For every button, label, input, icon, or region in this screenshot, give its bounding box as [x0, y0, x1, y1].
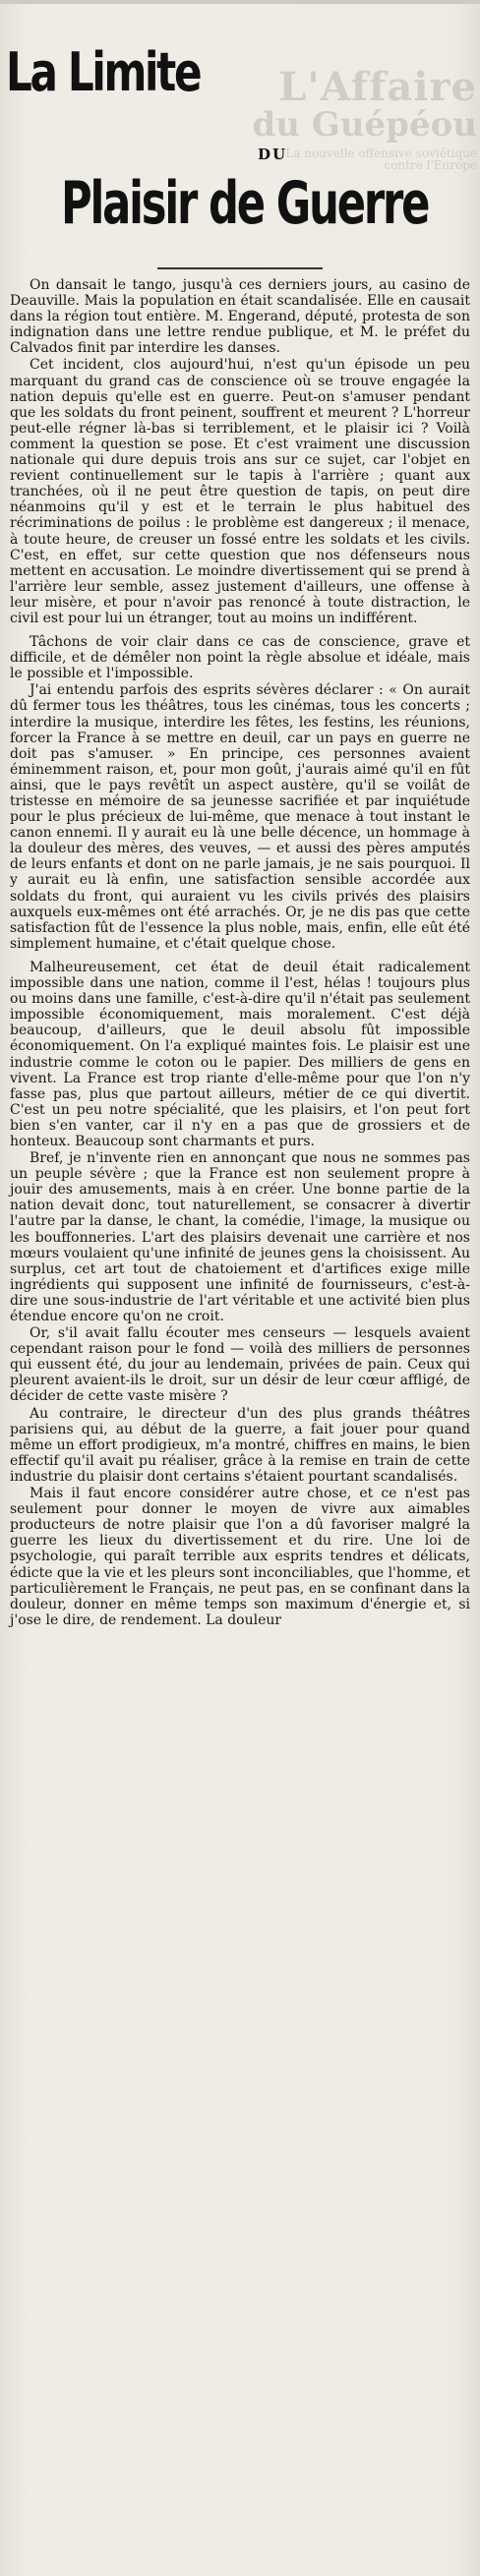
bleed-through-line-4: contre l'Europe: [384, 158, 477, 173]
paragraph-5: Malheureusement, cet état de deuil était radicalement impossible dans une nation, comme il l'est, hélas ! toujours plus ou moins dans une famille, c'est-à-dire qu'il n'était pas seulement impossible économiquement, mais moralement. C'est déjà beaucoup, d'ailleurs, que le deuil absolu fût impossible économiquement. On l'a expliqué maintes fois. Le plaisir est une industrie comme le coton ou le papier. Des milliers de gens en vivent. La France est trop riante d'elle-même pour que l'on n'y fasse pas, plus que partout ailleurs, métier de ce qui divertit. C'est un peu notre spécialité, que les plaisirs, et l'on peut fort bien s'en vanter, car il n'y en a pas que de grossiers et de honteux. Beaucoup sont charmants et purs.: [10, 959, 470, 1149]
headline-part-2: Plaisir de Guerre: [61, 169, 429, 238]
bleed-through-line-2: du Guépéou: [252, 105, 477, 145]
headline-separator: [157, 267, 323, 269]
bleed-through-line-1: L'Affaire: [278, 64, 477, 110]
headline-connector: DU: [258, 146, 288, 163]
top-rule: [0, 0, 480, 4]
bleed-through-line-3: La nouvelle offensive soviétique: [285, 146, 477, 160]
paragraph-1: On dansait le tango, jusqu'à ces derniers jours, au casino de Deauville. Mais la population en était scandalisée. Elle en causait dans la région tout entière. M. Engerand, député, protesta de son indignation dans une lettre rendue publique, et M. le préfet du Calvados finit par interdire les danses.: [10, 277, 470, 357]
headline-part-1: La Limite: [6, 41, 201, 103]
paragraph-2: Cet incident, clos aujourd'hui, n'est qu'un épisode un peu marquant du grand cas de conscience où se trouve engagée la nation depuis qu'elle est en guerre. Peut-on s'amuser pendant que les soldats du front peinent, souffrent et meurent ? L'horreur peut-elle régner là-bas si terriblement, et le plaisir ici ? Voilà comment la question se pose. Et c'est vraiment une discussion nationale qui dure depuis trois ans sur ce sujet, car l'objet en revient continuellement sur le tapis à l'arrière ; quant aux tranchées, où il ne peut être question de tapis, on peut dire néanmoins qu'il y est et le terrain le plus habituel des récriminations de poilus : le problème est dangereux ; il menace, à toute heure, de creuser un fossé entre les soldats et les civils. C'est, en effet, sur cette question que nos défenseurs nous mettent en accusation. Le moindre divertissement qui se prend à l'arrière leur semble, assez justement d'ailleurs, une offense à leur misère, et pour n'avoir pas renoncé à toute distraction, le civil est pour lui un étranger, tout au moins un indifférent.: [10, 357, 470, 626]
article-body: [10, 277, 470, 1629]
paragraph-9: Mais il faut encore considérer autre chose, et ce n'est pas seulement pour donner le moyen de vivre aux aimables producteurs de notre plaisir que l'on a dû favoriser malgré la guerre les lieux du divertissement et du rire. Une loi de psychologie, qui paraît terrible aux esprits tendres et délicats, édicte que la vie et les pleurs sont inconciliables, que l'homme, et particulièrement le Français, ne peut pas, en se confinant dans la douleur, donner en même temps son maximum d'énergie et, si j'ose le dire, de rendement. La douleur: [10, 1486, 470, 1628]
paragraph-3: Tâchons de voir clair dans ce cas de conscience, grave et difficile, et de démêler non point la règle absolue et idéale, mais le possible et l'impossible.: [10, 634, 470, 682]
paragraph-7: Or, s'il avait fallu écouter mes censeurs — lesquels avaient cependant raison pour le fond — voilà des milliers de personnes qui eussent été, du jour au lendemain, privées de pain. Ceux qui pleurent avaient-ils le droit, sur un désir de leur cœur affligé, de décider de cette vaste misère ?: [10, 1325, 470, 1405]
paragraph-8: Au contraire, le directeur d'un des plus grands théâtres parisiens qui, au début de la guerre, a fait jouer pour quand même un effort prodigieux, m'a montré, chiffres en mains, le bien effectif qu'il avait pu réaliser, grâce à la remise en train de cette industrie du plaisir dont certains s'étaient pourtant scandalisés.: [10, 1405, 470, 1485]
paragraph-6: Bref, je n'invente rien en annonçant que nous ne sommes pas un peuple sévère ; que la France est non seulement propre à jouir des amusements, mais à en créer. Une bonne partie de la nation devait donc, tout naturellement, se consacrer à divertir l'autre par la danse, le chant, la comédie, l'image, la musique ou les bouffonneries. L'art des plaisirs devenait une carrière et nos mœurs voulaient qu'une infinité de jeunes gens la choisissent. Au surplus, cet art tout de chatoiement et d'artifices exige mille ingrédients qui supposent une infinité de fournisseurs, c'est-à-dire une sous-industrie de l'art véritable et une activité bien plus étendue encore qu'on ne croit.: [10, 1150, 470, 1324]
paragraph-4: J'ai entendu parfois des esprits sévères déclarer : « On aurait dû fermer tous les théâtres, tous les cinémas, tous les concerts ; interdire la musique, interdire les fêtes, les festins, les réunions, forcer la France à se mettre en deuil, car un pays en guerre ne doit pas s'amuser. » En principe, ces personnes avaient éminemment raison, et, pour mon goût, j'aurais aimé qu'il en fût ainsi, que le pays revêtît un aspect austère, qu'il se voilât de tristesse en mémoire de sa jeunesse sacrifiée et par inquiétude pour le plus précieux de lui-même, que menace à tout instant le canon ennemi. Il y aurait eu là une belle décence, un hommage à la douleur des mères, des veuves, — et aussi des pères amputés de leurs enfants et dont on ne parle jamais, je ne sais pourquoi. Il y aurait eu là enfin, une satisfaction sensible accordée aux soldats du front, qui auraient vu les civils privés des plaisirs auxquels eux-mêmes ont été arrachés. Or, je ne dis pas que cette satisfaction fût de l'essence la plus noble, mais, enfin, elle eût été simplement humaine, et c'était quelque chose.: [10, 682, 470, 952]
article-headline: [0, 41, 480, 267]
